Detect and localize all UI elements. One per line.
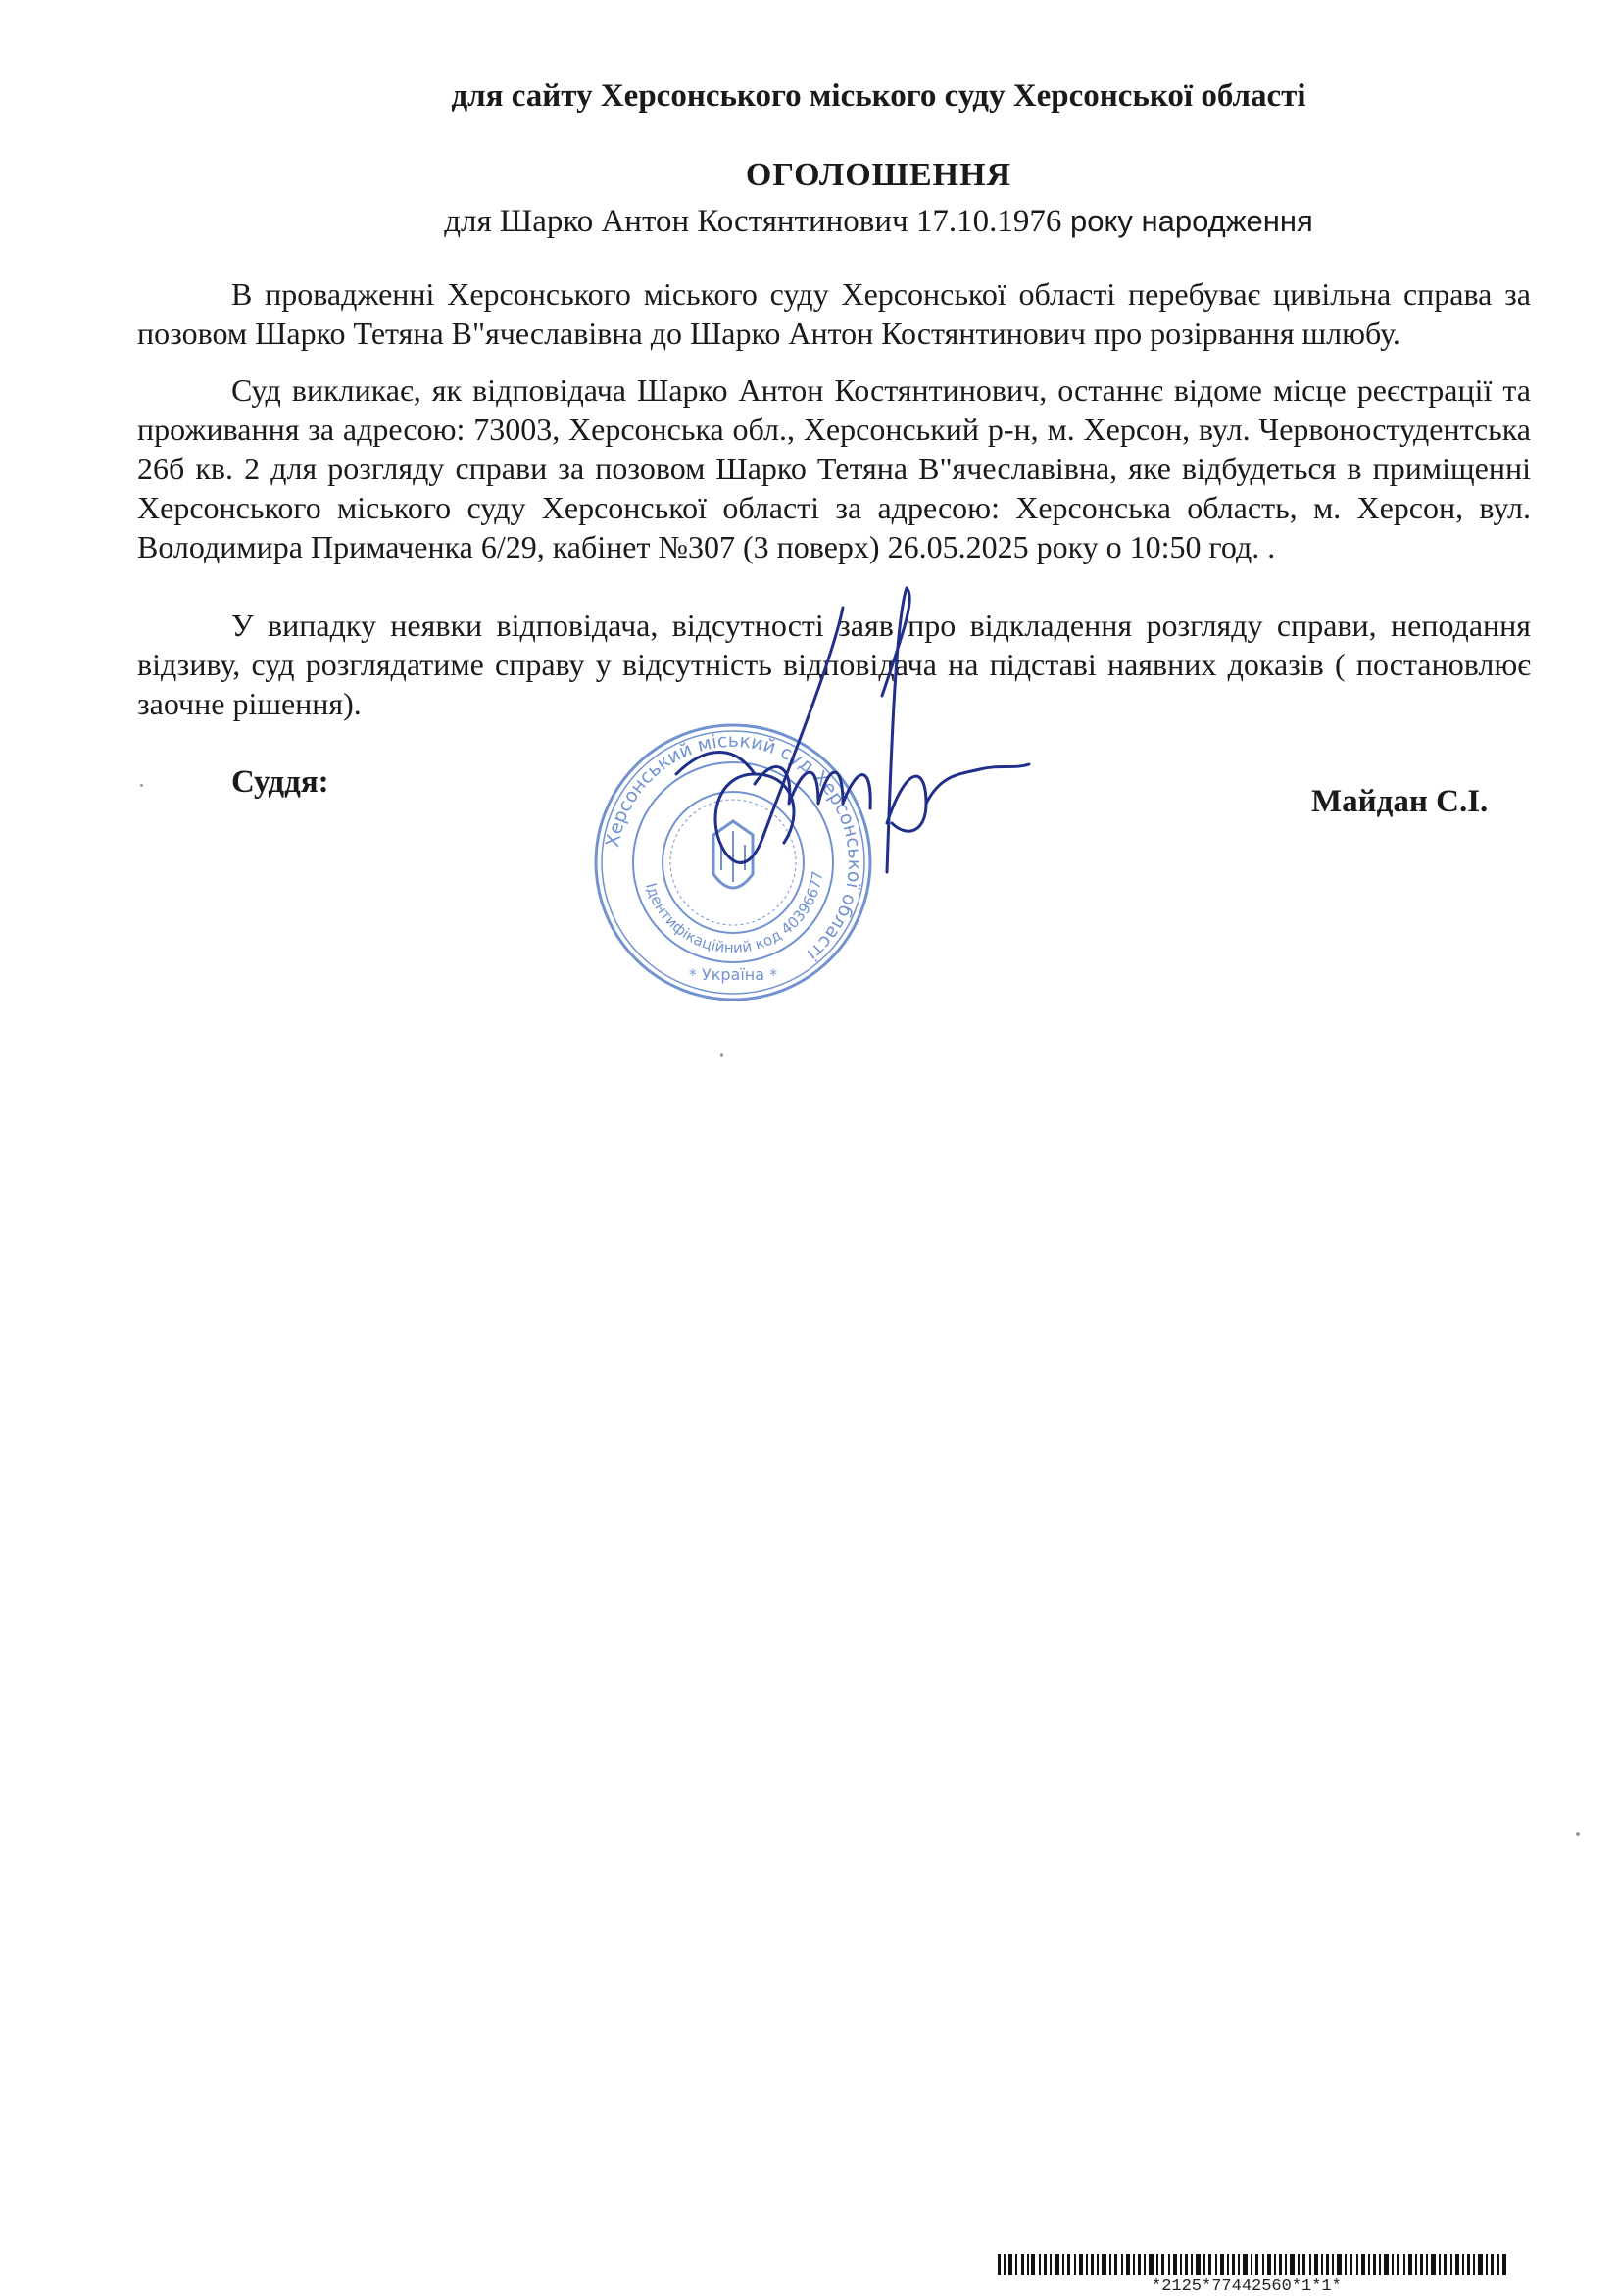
scan-speck [720,1053,723,1057]
stamp-bottom-text: * Україна * [688,965,778,984]
judge-name: Майдан С.І. [1311,784,1489,819]
subtitle-prefix: для Шарко Антон Костянтинович 17.10.1976 [444,204,1062,239]
scan-speck [1576,1832,1580,1836]
paragraph-consequences: У випадку неявки відповідача, відсутності заяв про відкладення розгляду справи, неподання відзиву, суд розглядатиме справу у відсутність відповідача на підставі наявних доказів ( постановлює заочне рішення). [137,608,1531,721]
stamp-outer-text: Херсонський міський суд Херсонської області [602,729,866,965]
paragraph-case-info: В провадженні Херсонського міського суду Херсонської області перебуває цивільна справа за позовом Шарко Тетяна В"ячеславівна до Шарко Антон Костянтинович про розірвання шлюбу. [137,276,1531,351]
document-header: для сайту Херсонського міського суду Херсонської області [451,78,1306,114]
scan-speck [140,784,143,787]
document-title: ОГОЛОШЕННЯ [745,157,1012,193]
barcode-text: *2125*77442560*1*1* [1152,2277,1342,2296]
subtitle-suffix: року народження [1061,204,1313,238]
document-subtitle [0,204,1620,240]
judge-label: Суддя: [231,764,329,800]
stamp-inner-text: Ідентифікаційний код 40396677 [641,869,827,957]
paragraph-summons: Суд викликає, як відповідача Шарко Антон Костянтинович, останнє відоме місце реєстрації та проживання за адресою: 73003, Херсонська обл., Херсонський р-н, м. Херсон, вул. Червоностудентська 26б кв. 2 для розгляду справи за позовом Шарко Тетяна В"ячеславівна, яке відбудеться в приміщенні Херсонського міського суду Херсонської області за адресою: Херсонська область, м. Херсон, вул. Володимира Примаченка 6/29, кабінет №307 (3 поверх) 26.05.2025 року о 10:50 год. . [137,372,1531,564]
document-barcode [998,2254,1507,2275]
judge-signature [647,578,1039,902]
